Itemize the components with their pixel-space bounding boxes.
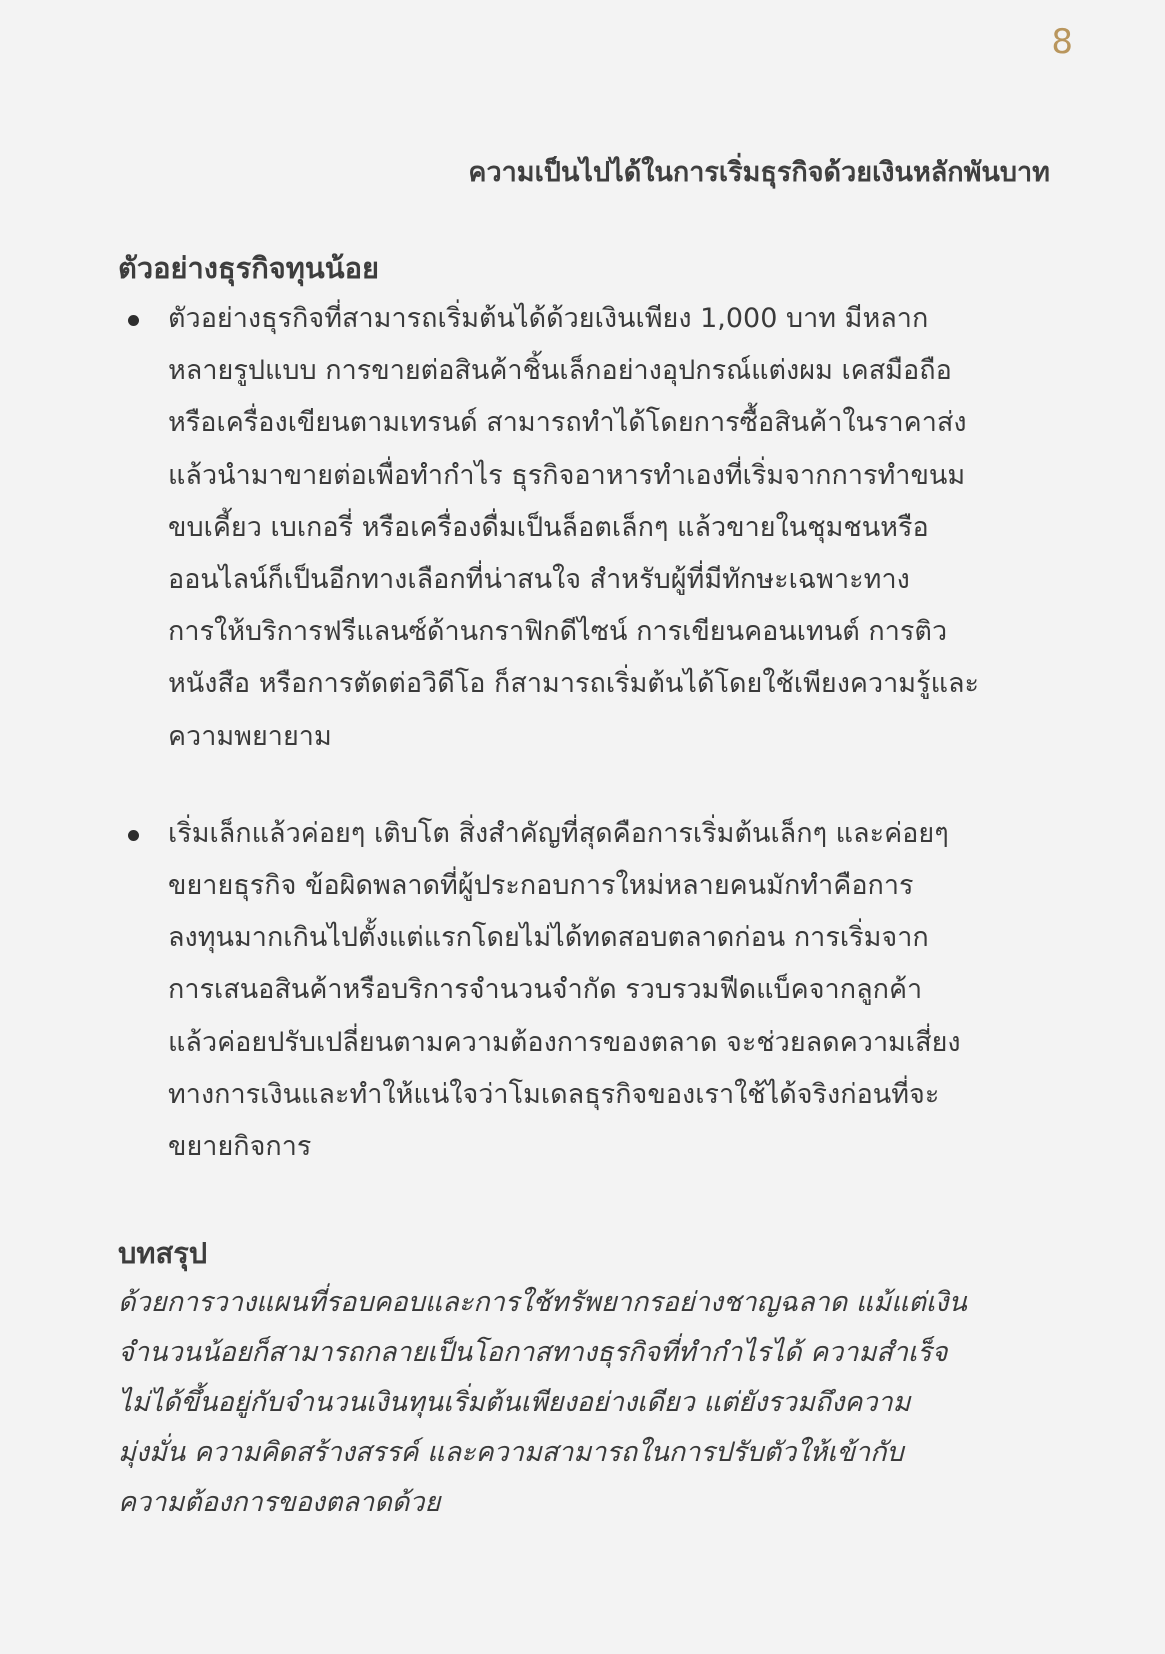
- text-line: ขยายกิจการ: [168, 1131, 312, 1163]
- bullet-item: [118, 293, 1047, 763]
- conclusion-paragraph: [118, 1278, 1047, 1528]
- text-line: หลายรูปแบบ การขายต่อสินค้าชิ้นเล็กอย่างอุปกรณ์แต่งผม เคสมือถือ: [168, 355, 952, 387]
- text-line: หนังสือ หรือการตัดต่อวิดีโอ ก็สามารถเริ่มต้นได้โดยใช้เพียงความรู้และ: [168, 668, 980, 700]
- text-line: ขบเคี้ยว เบเกอรี่ หรือเครื่องดื่มเป็นล็อตเล็กๆ แล้วขายในชุมชนหรือ: [168, 511, 929, 543]
- bullet-dot-icon: [128, 830, 139, 841]
- text-line: ความต้องการของตลาดด้วย: [118, 1487, 441, 1518]
- text-line: ทางการเงินและทำให้แน่ใจว่าโมเดลธุรกิจของเราใช้ได้จริงก่อนที่จะ: [168, 1078, 940, 1110]
- section-heading: ตัวอย่างธุรกิจทุนน้อย: [118, 251, 379, 285]
- text-line: ลงทุนมากเกินไปตั้งแต่แรกโดยไม่ได้ทดสอบตลาดก่อน การเริ่มจาก: [168, 922, 929, 954]
- text-line: จำนวนน้อยก็สามารถกลายเป็นโอกาสทางธุรกิจที่ทำกำไรได้ ความสำเร็จ: [118, 1337, 948, 1368]
- text-line: เริ่มเล็กแล้วค่อยๆ เติบโต สิ่งสำคัญที่สุดคือการเริ่มต้นเล็กๆ และค่อยๆ: [168, 817, 949, 849]
- text-line: ออนไลน์ก็เป็นอีกทางเลือกที่น่าสนใจ สำหรับผู้ที่มีทักษะเฉพาะทาง: [168, 564, 910, 596]
- section-conclusion: [118, 1230, 1047, 1528]
- bullet-list: [118, 293, 1047, 1173]
- text-line: แล้วนำมาขายต่อเพื่อทำกำไร ธุรกิจอาหารทำเองที่เริ่มจากการทำขนม: [168, 459, 966, 491]
- text-line: การเสนอสินค้าหรือบริการจำนวนจำกัด รวบรวมฟีดแบ็คจากลูกค้า: [168, 974, 923, 1006]
- text-line: ไม่ได้ขึ้นอยู่กับจำนวนเงินทุนเริ่มต้นเพียงอย่างเดียว แต่ยังรวมถึงความ: [118, 1387, 911, 1418]
- running-header: ความเป็นไปได้ในการเริ่มธุรกิจด้วยเงินหลักพันบาท: [468, 157, 1050, 188]
- bullet-text: [168, 293, 1047, 763]
- text-line: ตัวอย่างธุรกิจที่สามารถเริ่มต้นได้ด้วยเงินเพียง 1,000 บาท มีหลาก: [168, 303, 929, 334]
- section-small-business-examples: [118, 245, 1047, 1173]
- text-line: แล้วค่อยปรับเปลี่ยนตามความต้องการของตลาด จะช่วยลดความเสี่ยง: [168, 1026, 961, 1058]
- section-heading: บทสรุป: [118, 1236, 208, 1270]
- text-line: หรือเครื่องเขียนตามเทรนด์ สามารถทำได้โดยการซื้อสินค้าในราคาส่ง: [168, 407, 967, 439]
- text-line: ความพยายาม: [168, 720, 332, 752]
- bullet-item: [118, 808, 1047, 1173]
- text-line: ด้วยการวางแผนที่รอบคอบและการใช้ทรัพยากรอย่างชาญฉลาด แม้แต่เงิน: [118, 1287, 967, 1318]
- text-line: ขยายธุรกิจ ข้อผิดพลาดที่ผู้ประกอบการใหม่หลายคนมักทำคือการ: [168, 870, 914, 902]
- bullet-dot-icon: [128, 315, 139, 326]
- text-line: มุ่งมั่น ความคิดสร้างสรรค์ และความสามารถในการปรับตัวให้เข้ากับ: [118, 1437, 904, 1468]
- bullet-text: [168, 808, 1047, 1173]
- text-line: การให้บริการฟรีแลนซ์ด้านกราฟิกดีไซน์ การเขียนคอนเทนต์ การติว: [168, 616, 948, 648]
- page-number: 8: [1051, 22, 1073, 62]
